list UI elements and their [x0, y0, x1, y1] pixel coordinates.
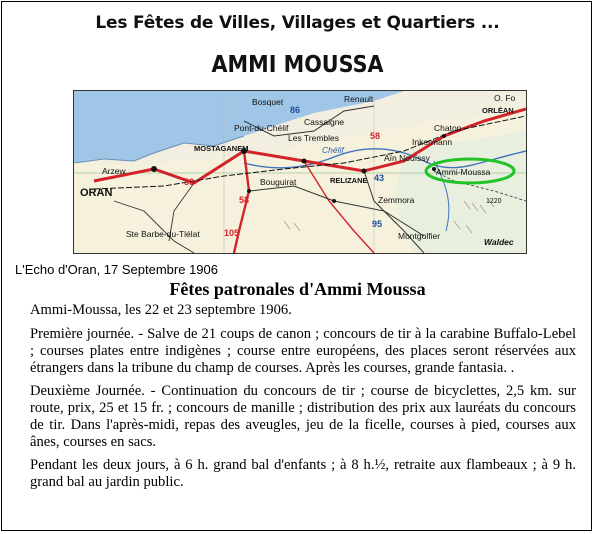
map-label-bosquet: Bosquet: [252, 97, 284, 107]
map-label-chelif: Chélif: [322, 145, 344, 155]
source-caption: L'Echo d'Oran, 17 Septembre 1906: [15, 262, 218, 277]
map-label-ain-nouissy: Aïn Nouïssy: [384, 153, 430, 163]
map-label-zemmora: Zemmora: [378, 195, 415, 205]
page-frame: [1, 1, 592, 531]
series-title: Les Fêtes de Villes, Villages et Quartiers ...: [95, 13, 500, 33]
road-number-95: 95: [372, 219, 383, 229]
map-label-mostaganem: MOSTAGANEM: [194, 144, 249, 153]
road-number-86: 86: [290, 105, 301, 115]
road-number-105: 105: [224, 228, 240, 238]
map-label-oran: ORAN: [80, 187, 113, 199]
road-number-1220: 1220: [486, 198, 502, 205]
town-title: AMMI MOUSSA: [211, 52, 384, 78]
article-paragraph-both-days: Pendant les deux jours, à 6 h. grand bal d'enfants ; à 8 h.½, retraite aux flambeaux ; à 9 h. grand bal au jardin public.: [30, 457, 576, 490]
map-label-chaton: Chaton: [434, 123, 462, 133]
map-label-ammi-moussa: Ammi-Moussa: [436, 167, 491, 177]
road-number-80: 80: [184, 177, 195, 187]
article-paragraph-dateline: Ammi-Moussa, les 22 et 23 septembre 1906.: [30, 302, 292, 318]
region-map: [73, 90, 527, 254]
article-body: [30, 302, 576, 497]
map-label-inkermann: Inkermann: [412, 137, 453, 147]
map-label-bouguirat: Bouguirat: [260, 177, 297, 187]
article-paragraph-day-one: Première journée. - Salve de 21 coups de canon ; concours de tir à la carabine Buffalo-Lebel ; courses plates entre indigènes ; course entre européens, des places seront réservées aux étrangers dans la tribune du champ de courses. Après les courses, grande fantasia. .: [30, 326, 576, 376]
map-label-o-fo: O. Fo: [494, 93, 516, 103]
map-label-les-trembles: Les Trembles: [288, 133, 340, 143]
map-label-montgolfier: Montgolfier: [398, 231, 441, 241]
article-paragraph-day-two: Deuxième Journée. - Continuation du concours de tir ; course de bicyclettes, 2,5 km. sur route, prix, 25 et 15 fr. ; concours de manille ; distribution des prix aux lauréats du concours de tir. Dans l'après-midi, repas des aveugles, jeu de la ficelle, courses à pied, courses aux ânes, courses en sacs.: [30, 383, 576, 450]
map-label-waldeck: Waldec: [484, 237, 514, 247]
article-title: Fêtes patronales d'Ammi Moussa: [169, 279, 426, 299]
road-number-43: 43: [374, 173, 385, 183]
road-number-58: 58: [239, 195, 250, 205]
map-label-relizane: RELIZANE: [330, 176, 368, 185]
map-label-orleans: ORLÉAN: [482, 106, 514, 115]
map-label-arzew: Arzew: [102, 166, 126, 176]
road-number-58b: 58: [370, 131, 381, 141]
map-label-sidi-bel-telat: Ste Barbe-du-Tlélat: [126, 229, 200, 239]
map-label-pont-du-chelif: Pont-du-Chélif: [234, 123, 289, 133]
map-label-cassaigne: Cassaigne: [304, 117, 345, 127]
map-label-renault: Renault: [344, 94, 374, 104]
